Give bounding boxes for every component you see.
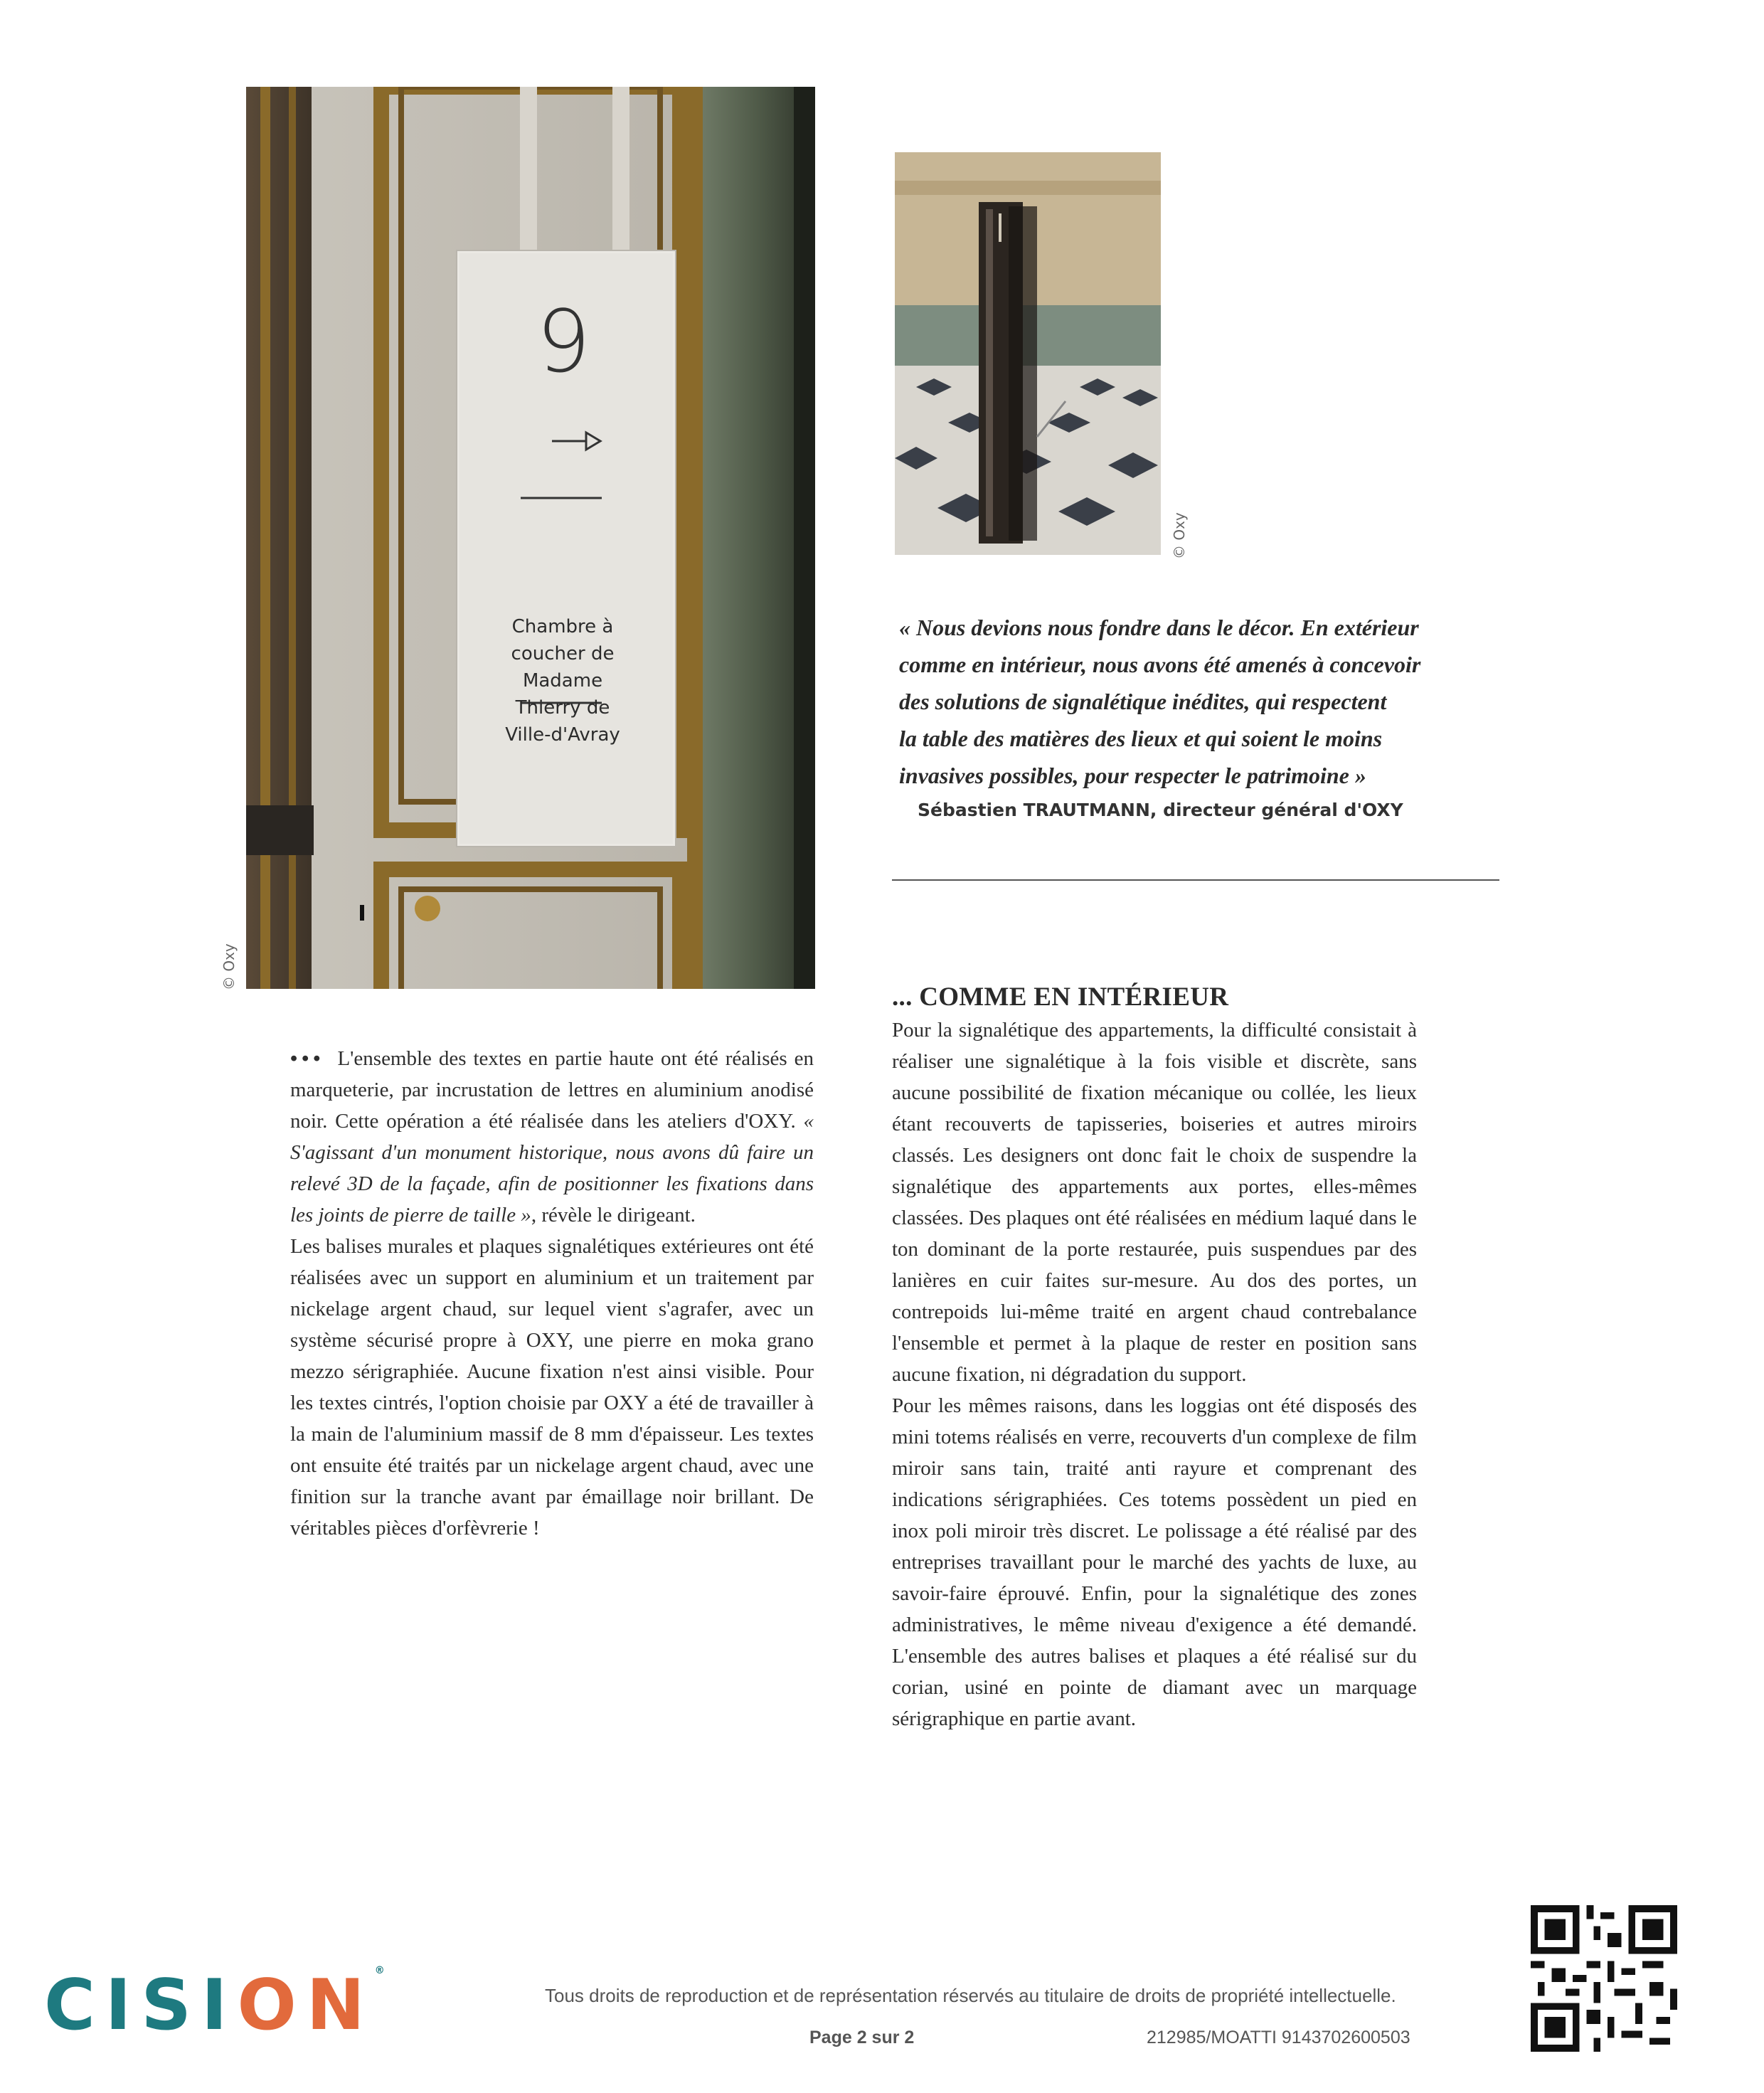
- continuation-dots: •••: [290, 1047, 325, 1070]
- qr-code-icon: [1531, 1905, 1677, 2052]
- copyright-notice: Tous droits de reproduction et de représentation réservés au titulaire de droits de propriété intellectuelle.: [545, 1985, 1396, 2006]
- quote-line: la table des matières des lieux et qui soient le moins: [899, 726, 1383, 751]
- pull-quote: [899, 609, 1525, 794]
- paragraph-text: L'ensemble des textes en partie haute ont été réalisés en marqueterie, par incrustation de lettres en aluminium anodisé noir. Cette opération a été réalisée dans les ateliers d'OXY.: [290, 1047, 814, 1133]
- quote-line: invasives possibles, pour respecter le patrimoine »: [899, 763, 1366, 788]
- paragraph: Pour les mêmes raisons, dans les loggias ont été disposés des mini totems réalisés en verre, recouverts d'un complexe de film miroir sans tain, traité anti rayure et comprenant des indications sérigraphiées. Ces totems possèdent un pied en inox poli miroir très discret. Le polissage a été réalisé par des entreprises travaillant pour le marché des yachts de luxe, au savoir-faire éprouvé. Enfin, pour la signalétique des zones administratives, le même niveau d'exigence a été demandé. L'ensemble des autres balises et plaques a été réalisé sur du corian, usiné en pointe de diamant avec un marquage sérigraphique en partie avant.: [892, 1394, 1417, 1730]
- sign-line: Chambre à: [511, 616, 614, 637]
- paragraph: Pour la signalétique des appartements, la difficulté consistait à réaliser une signalétique à la fois visible et discrète, sans aucune possibilité de fixation mécanique ou collée, les lieux étant recouverts de tapisseries, boiseries et autres miroirs classés. Les designers ont donc fait le choix de suspendre la signalétique des appartements aux portes, elles-mêmes classées. Des plaques ont été réalisées en médium laqué dans le ton dominant de la porte restaurée, puis suspendues par des lanières en cuir faites sur-mesure. Au dos des portes, un contrepoids lui-même traité en argent chaud contrebalance l'ensemble et permet à la plaque de rester en position sans aucune fixation, ni dégradation du support.: [892, 1019, 1417, 1386]
- quote-author: Sébastien TRAUTMANN, directeur général d'OXY: [918, 800, 1403, 820]
- door-sign-photo: [246, 87, 815, 989]
- sign-line: Thierry de: [515, 697, 610, 719]
- article-left-column: [290, 1043, 814, 1544]
- quote-line: comme en intérieur, nous avons été amenés à concevoir: [899, 652, 1421, 677]
- sign-number: 9: [536, 293, 591, 392]
- photo-credit: © Oxy: [1171, 512, 1188, 559]
- paragraph: [290, 1043, 814, 1231]
- section-heading: ... COMME EN INTÉRIEUR: [892, 982, 1229, 1012]
- sign-room-label: [459, 613, 666, 748]
- sign-line: coucher de: [511, 643, 615, 664]
- door-illustration: [246, 87, 815, 989]
- quote-line: « Nous devions nous fondre dans le décor. En extérieur: [899, 615, 1419, 640]
- totem-photo: [895, 152, 1161, 555]
- page-number: Page 2 sur 2: [809, 2028, 915, 2047]
- quote-line: des solutions de signalétique inédites, qui respectent: [899, 689, 1387, 714]
- paragraph-text: , révèle le dirigeant.: [531, 1204, 696, 1226]
- divider: [892, 879, 1499, 881]
- sign-line: Madame: [522, 670, 603, 692]
- paragraph: Les balises murales et plaques signalétiques extérieures ont été réalisées avec un support en aluminium et un traitement par nickelage argent chaud, sur lequel vient s'agrafer, avec un système sécurisé propre à OXY, une pierre en moka grano mezzo sérigraphiée. Aucune fixation n'est ainsi visible. Pour les textes cintrés, l'option choisie par OXY a été de travailler à la main de l'aluminium massif de 8 mm d'épaisseur. Les textes ont ensuite été traités par un nickelage argent chaud, avec une finition sur la tranche avant par émaillage noir brillant. De véritables pièces d'orfèvrerie !: [290, 1235, 814, 1540]
- totem-illustration: [895, 152, 1161, 555]
- cision-logo: CISION®: [44, 1965, 385, 2046]
- photo-credit: © Oxy: [220, 943, 238, 990]
- document-reference: 212985/MOATTI 9143702600503: [1147, 2028, 1410, 2047]
- article-right-column: [892, 980, 1417, 1734]
- inline-quote: « S'agissant d'un monument historique, nous avons dû faire un relevé 3D de la façade, afin de positionner les fixations dans les joints de pierre de taille »: [290, 1110, 814, 1226]
- sign-line: Ville-d'Avray: [505, 724, 620, 746]
